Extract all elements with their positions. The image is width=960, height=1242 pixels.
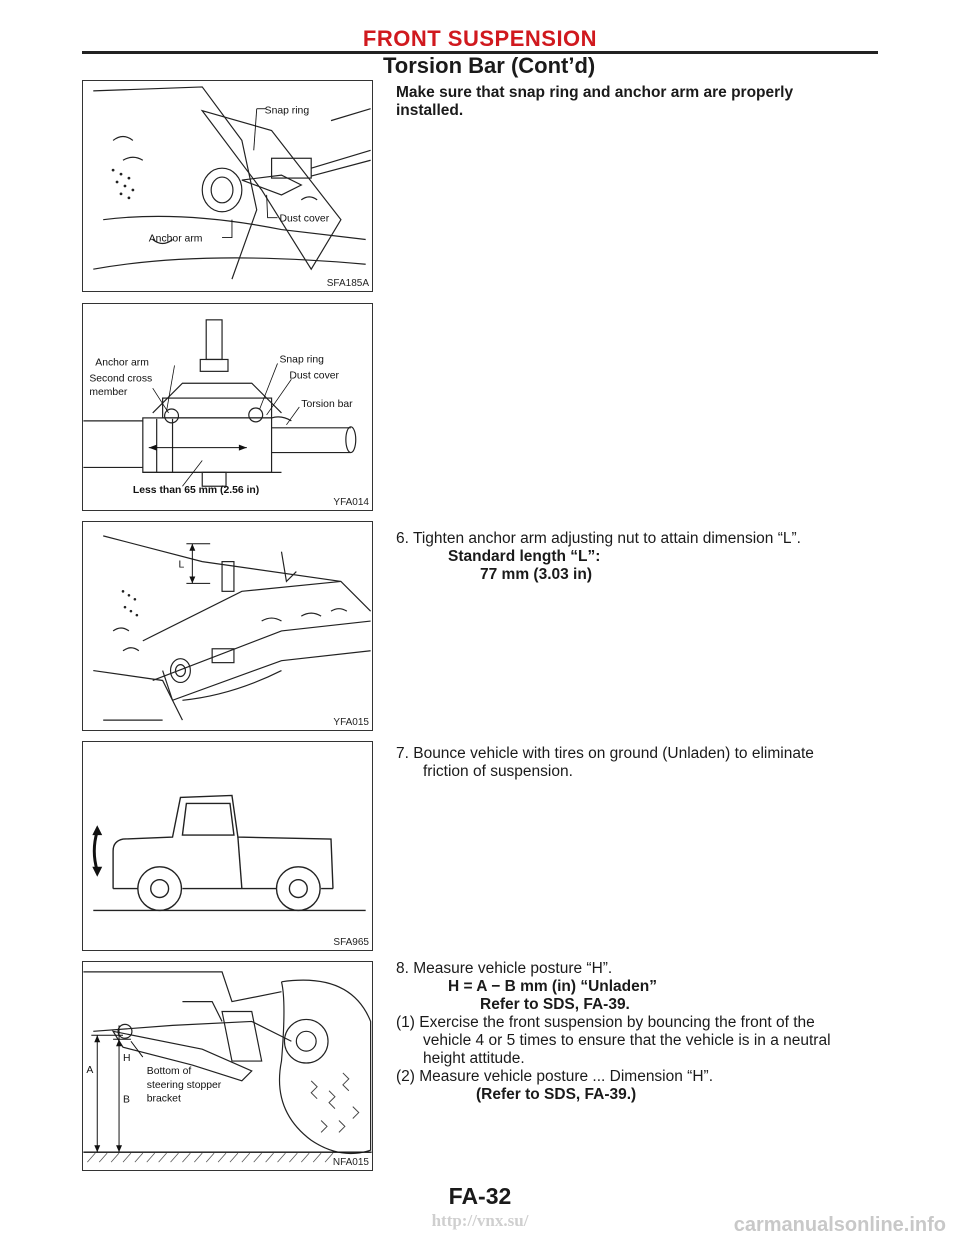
- label-snap-ring-2: Snap ring: [279, 354, 324, 366]
- figure-5-illustration: [83, 962, 372, 1170]
- label-h: H: [123, 1053, 131, 1065]
- figure-anchor-arm-clearance: [82, 303, 373, 511]
- label-steering-stopper: steering stopper: [146, 1079, 222, 1091]
- sub-1-line-2: vehicle 4 or 5 times to ensure that the vehicle is in a neutral: [423, 1032, 831, 1049]
- label-member: member: [89, 387, 128, 399]
- figure-code: NFA015: [332, 1157, 369, 1168]
- figure-2-illustration: [83, 304, 372, 510]
- figure-code: YFA015: [333, 717, 369, 728]
- page-title: Torsion Bar (Cont’d): [383, 53, 596, 78]
- figure-snap-ring-anchor-arm: [82, 80, 373, 292]
- label-dust-cover: Dust cover: [279, 213, 330, 225]
- figure-code: SFA965: [333, 937, 369, 948]
- label-snap-ring: Snap ring: [264, 105, 310, 117]
- intro-line-1: Make sure that snap ring and anchor arm are properly: [396, 84, 794, 101]
- label-dimension-l: L: [178, 559, 185, 571]
- step-7-line-1: 7. Bounce vehicle with tires on ground (Unladen) to eliminate: [396, 745, 814, 762]
- figure-3-illustration: [83, 522, 372, 730]
- step-6-spec-label: Standard length “L”:: [448, 548, 601, 565]
- label-a: A: [86, 1064, 94, 1076]
- figure-dimension-l: [82, 521, 373, 731]
- sub-1-line-1: (1) Exercise the front suspension by bouncing the front of the: [396, 1014, 815, 1031]
- label-less-than-65: Less than 65 mm (2.56 in): [132, 485, 260, 497]
- intro-line-2: installed.: [396, 102, 464, 119]
- footer-url[interactable]: http://vnx.su/: [431, 1211, 529, 1230]
- step-8-ref: Refer to SDS, FA-39.: [480, 996, 630, 1013]
- figure-code: SFA185A: [326, 278, 369, 289]
- label-anchor-arm-2: Anchor arm: [95, 357, 149, 369]
- label-b: B: [123, 1094, 130, 1106]
- step-6-text: 6. Tighten anchor arm adjusting nut to attain dimension “L”.: [396, 530, 801, 547]
- label-bracket: bracket: [146, 1093, 181, 1105]
- intro-note: [396, 84, 882, 120]
- figure-4-illustration: [83, 742, 372, 950]
- figure-vehicle-posture: [82, 961, 373, 1171]
- sub-2-ref: (Refer to SDS, FA-39.): [476, 1086, 637, 1103]
- step-8-formula: H = A − B mm (in) “Unladen”: [448, 978, 657, 995]
- label-torsion-bar: Torsion bar: [301, 399, 353, 410]
- figure-code: YFA014: [333, 497, 369, 508]
- sub-1-line-3: height attitude.: [423, 1050, 525, 1067]
- watermark: carmanualsonline.info: [733, 1214, 946, 1236]
- sub-2-text: (2) Measure vehicle posture ... Dimension “H”.: [396, 1068, 714, 1085]
- step-7-line-2: friction of suspension.: [423, 763, 573, 780]
- label-dust-cover-2: Dust cover: [289, 370, 339, 382]
- label-bottom-of: Bottom of: [146, 1065, 192, 1077]
- figure-bounce-vehicle: [82, 741, 373, 951]
- label-anchor-arm: Anchor arm: [148, 233, 203, 245]
- figure-1-illustration: [83, 81, 372, 291]
- step-8-text: 8. Measure vehicle posture “H”.: [396, 960, 613, 977]
- section-title: FRONT SUSPENSION: [362, 26, 598, 51]
- step-7: [396, 745, 882, 781]
- page-number: FA-32: [448, 1183, 512, 1209]
- label-second-cross: Second cross: [89, 373, 153, 385]
- step-8: [396, 960, 882, 1104]
- step-6-spec-value: 77 mm (3.03 in): [480, 566, 592, 583]
- step-6: [396, 530, 882, 584]
